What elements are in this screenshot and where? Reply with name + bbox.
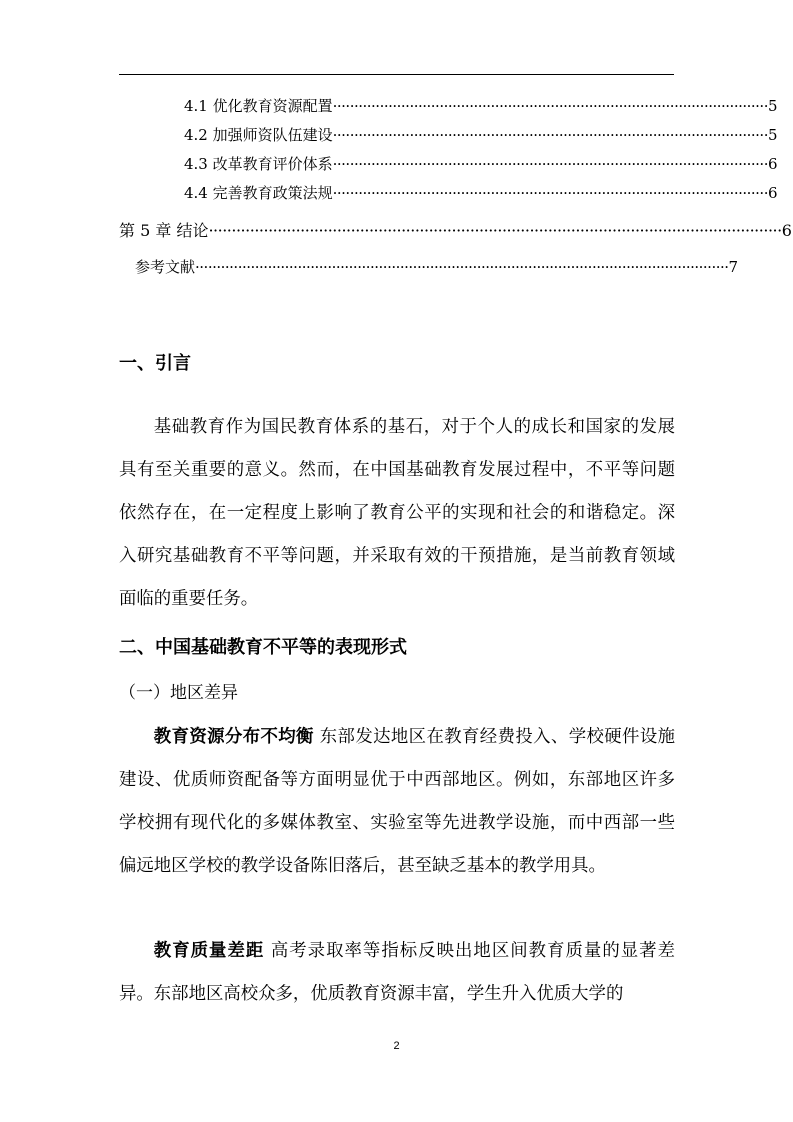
toc-leader: ······································································································	[332, 126, 768, 144]
toc-page: 6	[781, 221, 792, 240]
toc-label: 第 5 章 结论	[119, 221, 209, 240]
subsection1-heading: （一）地区差异	[119, 683, 238, 703]
header-rule	[119, 74, 674, 75]
toc-leader: ······································································································	[332, 97, 768, 115]
toc-label: 4.3 改革教育评价体系	[184, 155, 333, 173]
toc-page: 5	[767, 97, 778, 115]
toc-page: 7	[728, 258, 739, 276]
toc-leader: ·····························································································································	[195, 258, 729, 276]
page-number: 2	[393, 1040, 400, 1052]
paragraph-quality-gap	[119, 930, 675, 1016]
toc-page: 6	[767, 184, 778, 202]
toc-label: 4.1 优化教育资源配置	[184, 97, 333, 115]
toc-entry[interactable]	[184, 183, 778, 203]
toc-leader: ·····························································································································	[208, 221, 782, 240]
toc-page: 5	[767, 126, 778, 144]
toc-leader: ······································································································	[332, 184, 768, 202]
toc-entry[interactable]	[135, 257, 739, 277]
paragraph-body: 东部发达地区在教育经费投入、学校硬件设施建设、优质师资配备等方面明显优于中西部地区。例如，东部地区许多学校拥有现代化的多媒体教室、实验室等先进教学设施，而中西部一些偏远地区学校的教学设备陈旧落后，甚至缺乏基本的教学用具。	[119, 727, 675, 876]
toc-leader: ······································································································	[332, 155, 768, 173]
paragraph-resource-distribution	[119, 716, 675, 888]
toc-label: 4.2 加强师资队伍建设	[184, 126, 333, 144]
intro-heading: 一、引言	[119, 353, 191, 374]
toc-label: 4.4 完善教育政策法规	[184, 184, 333, 202]
paragraph-lead: 教育质量差距	[153, 941, 265, 961]
toc-entry[interactable]	[184, 96, 778, 116]
intro-paragraph: 基础教育作为国民教育体系的基石，对于个人的成长和国家的发展具有至关重要的意义。然而，在中国基础教育发展过程中，不平等问题依然存在，在一定程度上影响了教育公平的实现和社会的和谐稳定。深入研究基础教育不平等问题，并采取有效的干预措施，是当前教育领域面临的重要任务。	[119, 417, 675, 609]
toc-entry[interactable]	[184, 154, 778, 174]
toc-entry[interactable]	[184, 125, 778, 145]
toc-entry[interactable]	[119, 221, 792, 241]
toc-label: 参考文献	[135, 258, 196, 276]
paragraph-lead: 教育资源分布不均衡	[153, 727, 314, 747]
toc-page: 6	[767, 155, 778, 173]
paragraph-body: 高考录取率等指标反映出地区间教育质量的显著差异。东部地区高校众多，优质教育资源丰富，学生升入优质大学的	[119, 941, 675, 1004]
section2-heading: 二、中国基础教育不平等的表现形式	[119, 637, 407, 658]
